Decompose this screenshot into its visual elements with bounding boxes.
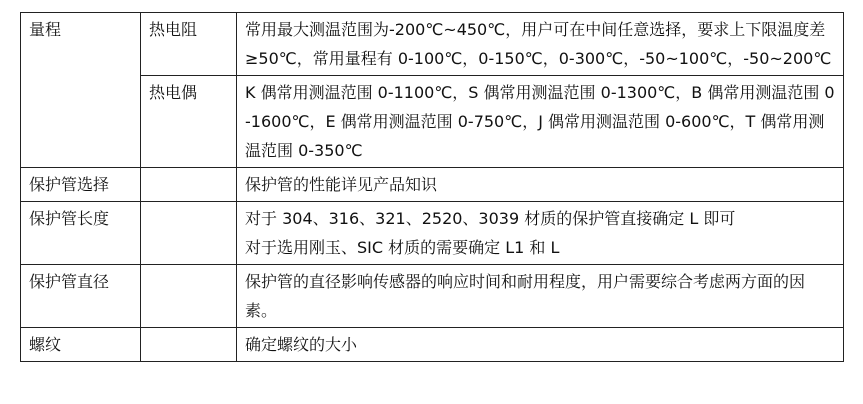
row-label-tube-length: 保护管长度 [21, 202, 141, 265]
row-description-tube-diameter [237, 265, 844, 328]
row-sublabel-empty [141, 328, 237, 362]
description-line: 常用最大测温范围为-200℃~450℃，用户可在中间任意选择，要求上下限温度差≥50℃，常用量程有 0-100℃，0-150℃，0-300℃，-50~100℃，-50~200℃ [245, 20, 832, 68]
row-description-tube-length [237, 202, 844, 265]
description-line: K 偶常用测温范围 0-1100℃，S 偶常用测温范围 0-1300℃，B 偶常用测温范围 0-1600℃，E 偶常用测温范围 0-750℃，J 偶常用测温范围 0-600℃，T 偶常用测温范围 0-350℃ [245, 83, 835, 160]
row-description-thermocouple [237, 76, 844, 168]
spec-table [20, 12, 844, 362]
row-label-tube-diameter: 保护管直径 [21, 265, 141, 328]
table-row-tube-selection [21, 168, 844, 202]
row-sublabel-empty [141, 168, 237, 202]
table-row-range-rtd [21, 13, 844, 76]
table-row-thread [21, 328, 844, 362]
row-description-thread [237, 328, 844, 362]
table-row-tube-length [21, 202, 844, 265]
row-sublabel-empty [141, 265, 237, 328]
spec-table-container [20, 12, 844, 362]
table-row-tube-diameter [21, 265, 844, 328]
row-sublabel-rtd: 热电阻 [141, 13, 237, 76]
row-description-rtd [237, 13, 844, 76]
description-line: 确定螺纹的大小 [245, 335, 358, 354]
row-description-tube-selection [237, 168, 844, 202]
description-line: 保护管的性能详见产品知识 [245, 175, 438, 194]
row-label-thread: 螺纹 [21, 328, 141, 362]
table-row-range-thermocouple [21, 76, 844, 168]
description-line: 保护管的直径影响传感器的响应时间和耐用程度，用户需要综合考虑两方面的因素。 [245, 272, 806, 320]
row-sublabel-empty [141, 202, 237, 265]
row-sublabel-thermocouple: 热电偶 [141, 76, 237, 168]
description-line: 对于选用刚玉、SIC 材质的需要确定 L1 和 L [245, 238, 560, 257]
row-label-tube-selection: 保护管选择 [21, 168, 141, 202]
description-line: 对于 304、316、321、2520、3039 材质的保护管直接确定 L 即可 [245, 209, 736, 228]
row-label-range: 量程 [21, 13, 141, 168]
